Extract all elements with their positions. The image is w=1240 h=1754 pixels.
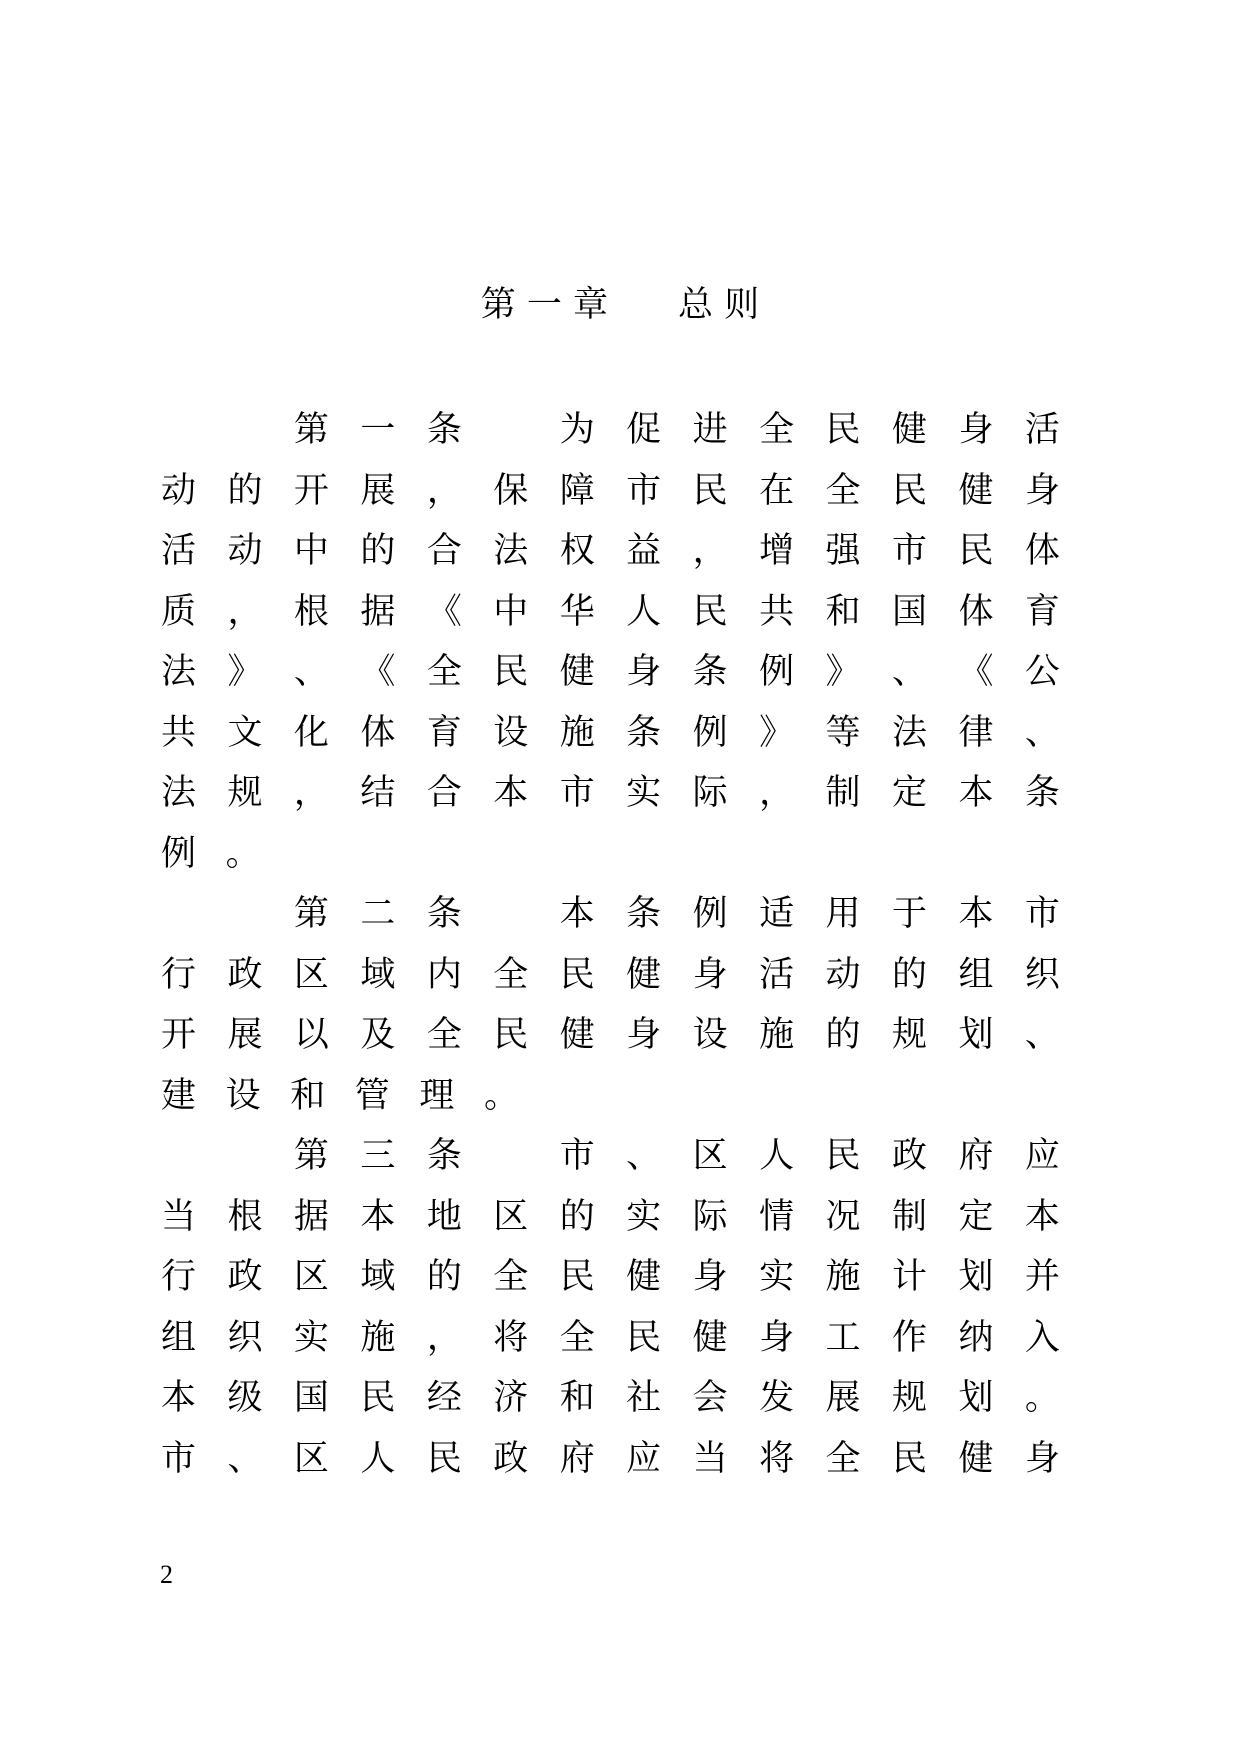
text-line: 质 ， 根 据 《 中 华 人 民 共 和 国 体 育: [161, 591, 1060, 632]
text-line: 组 织 实 施 ， 将 全 民 健 身 工 作 纳 入: [161, 1317, 1060, 1358]
text-line: 本 级 国 民 经 济 和 社 会 发 展 规 划 。: [161, 1378, 1060, 1418]
text-line: 例 。: [161, 833, 261, 874]
page-number: 2: [160, 1560, 173, 1589]
text-line: 建 设 和 管 理 。: [161, 1075, 519, 1116]
text-line: 当 根 据 本 地 区 的 实 际 情 况 制 定 本: [161, 1196, 1060, 1237]
text-line: 活 动 中 的 合 法 权 益 ， 增 强 市 民 体: [161, 531, 1060, 571]
text-line: 法 》 、 《 全 民 健 身 条 例 》 、 《 公: [161, 652, 1060, 692]
text-line: 市 、 区 人 民 政 府 应 当 将 全 民 健 身: [161, 1438, 1060, 1479]
text-line: 第 一 条 为 促 进 全 民 健 身 活: [293, 410, 1060, 450]
text-line: 共 文 化 体 育 设 施 条 例 》 等 法 律 、: [161, 712, 1060, 753]
text-line: 法 规 ， 结 合 本 市 实 际 ， 制 定 本 条: [161, 773, 1060, 813]
text-line: 第 二 条 本 条 例 适 用 于 本 市: [293, 894, 1060, 934]
text-line: 第 三 条 市 、 区 人 民 政 府 应: [293, 1136, 1060, 1176]
text-line: 动 的 开 展 ， 保 障 市 民 在 全 民 健 身: [161, 470, 1060, 511]
text-line: 行 政 区 域 内 全 民 健 身 活 动 的 组 织: [161, 954, 1060, 995]
text-line: 开 展 以 及 全 民 健 身 设 施 的 规 划 、: [161, 1015, 1060, 1055]
text-line: 行 政 区 域 的 全 民 健 身 实 施 计 划 并: [161, 1257, 1060, 1297]
chapter-title: 第 一 章 总 则: [480, 285, 760, 325]
article-body: [161, 400, 1061, 1489]
